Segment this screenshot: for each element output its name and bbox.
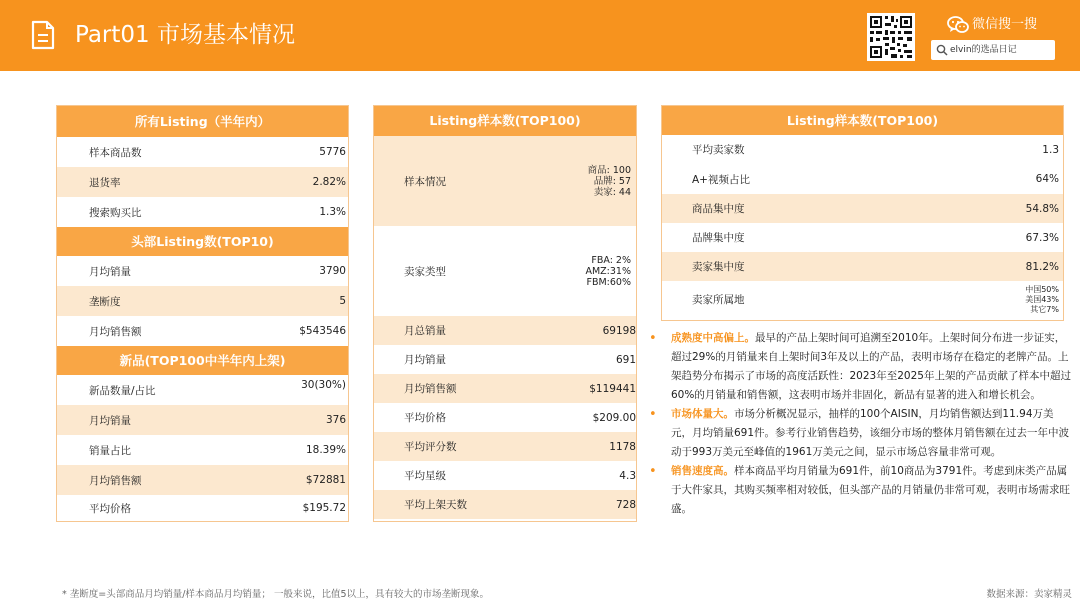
row-label: 月均销量 [89,265,131,278]
seller-type-line: AMZ:31% [585,265,631,277]
seller-origin-line: 其它7% [1030,304,1059,314]
page-title: Part01 市场基本情况 [75,22,295,48]
row-label: A+视频占比 [692,173,750,186]
row-label: 月均销售额 [89,325,142,338]
table-row [57,495,348,521]
table-row [374,403,636,432]
row-value: 81.2% [1025,260,1059,273]
search-icon [936,44,948,56]
table-row [57,375,348,405]
row-label: 月总销量 [404,325,446,337]
row-value: 5776 [319,146,346,158]
row-value: 4.3 [619,469,636,482]
seller-type-line: FBM:60% [586,276,631,288]
sample-line: 卖家: 44 [593,186,631,198]
table-row [662,135,1063,164]
row-value: 1.3 [1042,143,1059,156]
sample-line: 商品: 100 [587,164,631,176]
table-row [57,167,348,197]
seller-origin-breakdown [1025,285,1059,315]
row-value: 30(30%) [301,379,346,391]
wechat-search-label: 微信搜一搜 [972,17,1038,32]
table-row [57,197,348,227]
row-label: 平均星级 [404,470,446,482]
sample-line: 品牌: 57 [593,175,631,187]
row-label: 样本商品数 [89,146,142,159]
table-row [374,316,636,345]
qr-code-icon[interactable] [867,13,915,61]
row-value: 728 [615,498,636,511]
row-label: 平均卖家数 [692,144,745,156]
table-row [374,136,636,226]
row-label: 平均价格 [404,412,446,424]
data-source: 数据来源：卖家精灵 [986,589,1072,600]
table-row [57,316,348,346]
row-label: 新品数量/占比 [89,384,156,397]
row-value: $543546 [299,325,346,337]
row-label: 品牌集中度 [692,232,745,244]
note-highlight: 销售速度高。 [671,465,734,477]
wechat-icon [947,15,969,35]
table-row [662,252,1063,281]
row-label: 月均销量 [89,414,131,427]
seller-origin-line: 美国43% [1025,294,1059,304]
row-label: 平均评分数 [404,441,457,453]
footnote: * 垄断度=头部商品月均销量/样本商品月均销量； 一般来说，比值5以上，具有较大的市场垄断现象。 [62,589,489,600]
sample-breakdown [588,165,631,198]
section-header-new-products: 新品(TOP100中半年内上架) [57,346,348,375]
row-value: 376 [325,414,346,426]
row-label: 卖家所属地 [692,294,745,306]
table-row [662,194,1063,223]
table-row [57,435,348,465]
note-text: 最早的产品上架时间可追溯至2010年。上架时间分布进一步证实，超过29%的月销量来自上架时间3年及以上的产品，表明市场存在稳定的老牌产品。上架趋势分布揭示了市场的高度活跃性：2023年至2025年上架的产品贡献了样本中超过60%的月销量和销售额，这表明市场并非固化，新品有显著的进入和增长机会。 [671,332,1071,401]
analysis-notes [649,329,1074,519]
row-label: 退货率 [89,176,121,189]
panel-title: Listing样本数(TOP100) [662,106,1063,135]
table-row [662,164,1063,194]
row-label: 月均销售额 [89,474,142,487]
note-item [649,329,1074,405]
row-value: 5 [339,295,346,307]
search-query-text: elvin的选品日记 [950,45,1017,55]
row-value: 67.3% [1025,231,1059,244]
note-text: 样本商品平均月销量为691件，前10商品为3791件。考虑到床类产品属于大件家具，其购买频率相对较低，但头部产品的月销量仍非常可观，表明市场需求旺盛。 [671,465,1070,515]
table-row [57,465,348,495]
row-label: 销量占比 [89,444,131,457]
bullet-icon: • [649,331,657,346]
document-icon [30,20,56,50]
table-row [57,137,348,167]
table-row [374,345,636,374]
table-row [662,281,1063,318]
row-label: 卖家类型 [404,265,446,278]
seller-origin-line: 中国50% [1025,284,1059,294]
note-text: 市场分析概况显示，抽样的100个AISIN，月均销售额达到11.94万美元，月均销量691件。参考行业销售趋势，该细分市场的整体月销售额在过去一年中波动于993万美元至峰值的1961万美元之间，显示市场总容量非常可观。 [671,408,1070,458]
row-value: $195.72 [302,502,346,514]
bullet-icon: • [649,407,657,422]
listing-concentration-panel [661,105,1064,321]
row-label: 垄断度 [89,295,121,308]
row-value: 3790 [319,265,346,277]
row-label: 平均上架天数 [404,499,467,511]
row-label: 商品集中度 [692,203,745,215]
listing-sample-panel [373,105,637,522]
note-item [649,405,1074,462]
bullet-icon: • [649,464,657,479]
panel-title: Listing样本数(TOP100) [374,106,636,136]
row-label: 月均销量 [404,354,446,366]
row-value: 69198 [602,324,636,337]
table-row [374,374,636,403]
table-row [57,286,348,316]
row-value: $72881 [305,474,346,486]
listing-overview-panel [56,105,349,522]
row-label: 搜索购买比 [89,206,142,219]
row-value: 2.82% [312,176,346,188]
header-bar [0,0,1080,71]
section-header-all-listing: 所有Listing（半年内） [57,106,348,137]
row-value: 1178 [609,440,636,453]
row-label: 月均销售额 [404,383,457,395]
table-row [662,223,1063,252]
note-highlight: 成熟度中高偏上。 [671,332,755,344]
row-value: 64% [1035,173,1059,185]
seller-type-breakdown [585,255,631,288]
note-item [649,462,1074,519]
search-box[interactable] [931,40,1055,60]
row-value: 54.8% [1025,202,1059,215]
row-value: 691 [615,353,636,366]
note-highlight: 市场体量大。 [671,408,734,420]
row-value: $209.00 [592,411,636,424]
section-header-top10: 头部Listing数(TOP10) [57,227,348,256]
table-row [374,226,636,316]
table-row [57,405,348,435]
table-row [374,461,636,490]
row-value: $119441 [589,382,636,395]
table-row [374,490,636,519]
table-row [57,256,348,286]
row-value: 18.39% [305,444,346,456]
row-label: 样本情况 [404,175,446,188]
row-label: 平均价格 [89,502,131,515]
row-label: 卖家集中度 [692,261,745,273]
table-row [374,432,636,461]
row-value: 1.3% [319,206,346,218]
seller-type-line: FBA: 2% [591,254,631,266]
